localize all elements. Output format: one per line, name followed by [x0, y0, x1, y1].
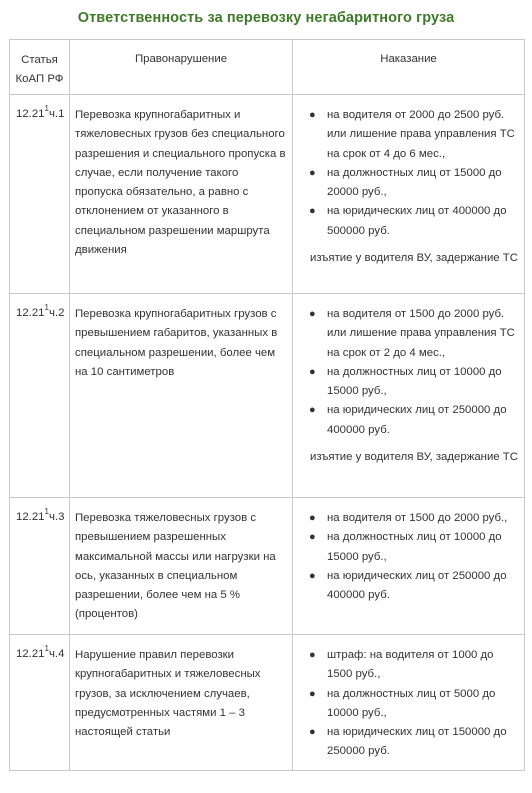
article-number: [10, 635, 69, 664]
bullet-icon: ●: [309, 531, 316, 544]
article-part: ч.1: [48, 108, 65, 120]
list-item: [309, 164, 518, 203]
table-header-row: [10, 40, 525, 95]
penalty-cell: [293, 635, 525, 771]
penalty-note: изъятие у водителя ВУ, задержание ТС: [309, 252, 518, 265]
header-article: [10, 40, 70, 95]
violation-text: Нарушение правил перевозки крупногабаритных и тяжеловесных грузов, за исключением случаев, предусмотренных частями 1 – 3 настоящей статьи: [75, 649, 261, 739]
article-sup: 1: [44, 303, 49, 313]
article-number: [10, 95, 69, 124]
bullet-icon: ●: [309, 365, 316, 378]
list-item: [309, 305, 518, 363]
article-number: [10, 498, 69, 527]
article-sup: 1: [44, 104, 49, 114]
penalty-cell: [293, 294, 525, 498]
list-item: [309, 685, 518, 724]
penalty-text: на должностных лиц от 10000 до 15000 руб.,: [327, 365, 502, 398]
violation-cell: [70, 498, 293, 635]
penalty-text: на юридических лиц от 400000 до 500000 руб.: [327, 205, 507, 237]
bullet-icon: ●: [309, 687, 316, 700]
header-violation-label: Правонарушение: [134, 53, 228, 65]
penalty-note: изъятие у водителя ВУ, задержание ТС: [309, 451, 518, 464]
bullet-icon: ●: [309, 205, 316, 218]
article-cell: [10, 635, 70, 771]
article-base: 12.21: [16, 108, 45, 120]
penalty-text: штраф: на водителя от 1000 до 1500 руб.,: [327, 649, 494, 681]
list-item: [309, 723, 518, 762]
violation-cell: [70, 635, 293, 771]
bullet-icon: ●: [309, 166, 316, 179]
list-item: [309, 401, 518, 440]
penalty-text: на водителя от 2000 до 2500 руб. или лишение права управления ТС на срок от 4 до 6 мес.,: [327, 109, 515, 160]
article-cell: [10, 294, 70, 498]
penalty-text: на должностных лиц от 5000 до 10000 руб.,: [327, 687, 496, 719]
article-sup: 1: [44, 644, 49, 654]
list-item: [309, 106, 518, 164]
penalty-text: на юридических лиц от 150000 до 250000 руб.: [327, 726, 507, 758]
violation-text: Перевозка крупногабаритных грузов с превышением габаритов, указанных в специальном разрешении, более чем на 10 сантиметров: [75, 308, 278, 378]
penalty-list: [293, 95, 524, 241]
header-penalty-label: Наказание: [380, 53, 437, 65]
list-item: [309, 567, 518, 606]
page-title: Ответственность за перевозку негабаритного груза: [77, 10, 455, 26]
penalty-text: на юридических лиц от 250000 до 400000 руб.: [327, 404, 507, 436]
penalty-cell: [293, 498, 525, 635]
violation-text: Перевозка тяжеловесных грузов с превышением разрешенных максимальной массы или нагрузки на ось, указанных в специальном разрешении, более чем на 5 % (процентов): [75, 512, 276, 621]
violation-cell: [70, 294, 293, 498]
article-part: ч.4: [48, 648, 65, 660]
penalty-list: [293, 635, 524, 762]
bullet-icon: ●: [309, 512, 316, 524]
bullet-icon: ●: [309, 308, 316, 320]
list-item: [309, 646, 518, 685]
header-article-label: Статья КоАП РФ: [15, 54, 64, 86]
penalty-text: на юридических лиц от 250000 до 400000 руб.: [327, 569, 507, 602]
article-base: 12.21: [16, 307, 45, 319]
list-item: [309, 363, 518, 402]
violation-text: Перевозка крупногабаритных и тяжеловесных грузов без специального разрешения и специального пропуска в случае, если получение такого пропуска обязательно, а равно с отклонением от указанного в специальном разрешении маршрута движения: [75, 109, 286, 257]
list-item: [309, 202, 518, 241]
table-row: [10, 95, 525, 294]
article-part: ч.3: [48, 511, 65, 523]
violation-cell: [70, 95, 293, 294]
bullet-icon: ●: [309, 726, 316, 739]
article-sup: 1: [44, 507, 49, 517]
table-row: [10, 635, 525, 771]
article-part: ч.2: [48, 307, 65, 319]
list-item: [309, 509, 518, 528]
penalty-text: на должностных лиц от 10000 до 15000 руб.,: [327, 531, 502, 563]
bullet-icon: ●: [309, 569, 316, 582]
bullet-icon: ●: [309, 404, 316, 417]
article-cell: [10, 498, 70, 635]
article-base: 12.21: [16, 511, 45, 523]
header-violation: [70, 40, 293, 95]
list-item: [309, 528, 518, 567]
article-number: [10, 294, 69, 323]
table-row: [10, 294, 525, 498]
bullet-icon: ●: [309, 109, 316, 121]
penalty-list: [293, 498, 524, 605]
header-penalty: [293, 40, 525, 95]
article-base: 12.21: [16, 648, 45, 660]
penalty-table: [9, 39, 525, 771]
table-row: [10, 498, 525, 635]
penalty-cell: [293, 95, 525, 294]
penalty-text: на водителя от 1500 до 2000 руб.,: [327, 512, 508, 524]
penalty-text: на водителя от 1500 до 2000 руб. или лишение права управления ТС на срок от 2 до 4 мес.,: [327, 308, 515, 359]
article-cell: [10, 95, 70, 294]
penalty-text: на должностных лиц от 15000 до 20000 руб.,: [327, 166, 502, 199]
bullet-icon: ●: [309, 649, 316, 661]
penalty-list: [293, 294, 524, 440]
